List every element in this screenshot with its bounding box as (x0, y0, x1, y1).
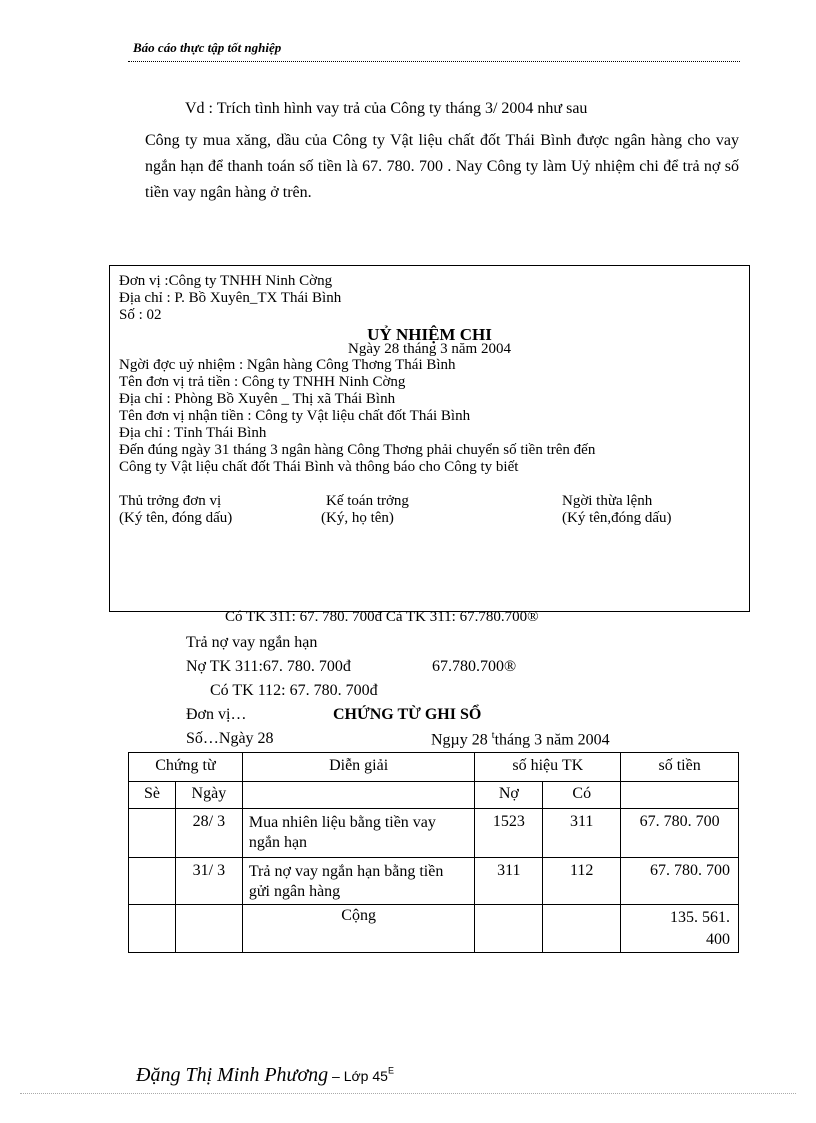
total-blank-3 (475, 905, 543, 953)
total-blank-4 (543, 905, 621, 953)
table-total-row (129, 905, 739, 953)
voucher-number: Số…Ngày 28 (186, 730, 274, 747)
subheader-blank (242, 782, 475, 809)
row-debit: 1523 (475, 809, 543, 858)
row-amount: 67. 780. 700 (621, 809, 739, 858)
table-row (129, 809, 739, 858)
row-description: Mua nhiên liệu bằng tiền vay ngắn hạn (242, 809, 475, 858)
signature-delegate-title: Ngời thừa lệnh (562, 493, 653, 509)
header-account: số hiệu TK (475, 753, 621, 782)
order-date: Ngày 28 tháng 3 năm 2004 (348, 341, 511, 357)
signature-director-title: Thủ trởng đơn vị (119, 493, 222, 509)
entry-credit: Có TK 112: 67. 780. 700đ (210, 682, 378, 699)
subheader-debit: Nợ (475, 782, 543, 809)
row-credit: 112 (543, 858, 621, 905)
row-credit: 311 (543, 809, 621, 858)
order-number: Số : 02 (119, 307, 162, 323)
order-payee: Tên đơn vị nhận tiền : Công ty Vật liệu chất đốt Thái Bình (119, 408, 471, 424)
table-row (129, 858, 739, 905)
order-instruction-2: Công ty Vật liệu chất đốt Thái Bình và thông báo cho Công ty biết (119, 459, 519, 475)
intro-paragraph: Công ty mua xăng, dầu của Công ty Vật liệu chất đốt Thái Bình được ngân hàng cho vay ngắn hạn để thanh toán số tiền là 67. 780. 700 . Nay Công ty làm Uỷ nhiệm chi để trả nợ số tiền vay ngân hàng ở trên. (145, 132, 739, 201)
total-amount: 135. 561. 400 (621, 905, 739, 953)
order-instruction-1: Đến đúng ngày 31 tháng 3 ngân hàng Công Thơng phải chuyển số tiền trên đến (119, 442, 596, 458)
subheader-number: Sè (129, 782, 176, 809)
intro-line: Vd : Trích tình hình vay trả của Công ty tháng 3/ 2004 như sau (185, 100, 588, 117)
order-title: UỶ NHIỆM CHI (367, 325, 492, 344)
subheader-credit: Có (543, 782, 621, 809)
signature-director-note: (Ký tên, đóng dấu) (119, 510, 233, 526)
row-debit: 311 (475, 858, 543, 905)
total-blank-2 (175, 905, 242, 953)
row-number (129, 809, 176, 858)
entry-debit-amount: 67.780.700® (432, 658, 517, 675)
voucher-title: CHỨNG TỪ GHI SỔ (333, 706, 482, 723)
table-header-row (129, 753, 739, 782)
entry-label: Trả nợ vay ngắn hạn (186, 634, 318, 651)
subheader-blank-amount (621, 782, 739, 809)
order-recipient: Ngời đợc uỷ nhiệm : Ngân hàng Công Thơng Thái Bình (119, 357, 456, 373)
subheader-date: Ngày (175, 782, 242, 809)
report-header-title: Báo cáo thực tập tốt nghiệp (133, 40, 282, 55)
order-address: Địa chỉ : P. Bồ Xuyên_TX Thái Bình (119, 290, 342, 306)
signature-delegate-note: (Ký tên,đóng dấu) (562, 510, 672, 526)
total-label: Cộng (242, 905, 475, 953)
row-date: 31/ 3 (175, 858, 242, 905)
order-payee-address: Địa chỉ : Tỉnh Thái Bình (119, 425, 267, 441)
voucher-table (128, 752, 739, 953)
header-amount: số tiền (621, 753, 739, 782)
entry-partial-line: Có TK 311: 67. 780. 700đ Cả TK 311: 67.780.700® (225, 609, 539, 625)
header-divider (128, 61, 740, 62)
voucher-date: Ngµy 28 $^t$tháng 3 năm 2004 (431, 730, 610, 749)
signature-accountant-note: (Ký, họ tên) (321, 510, 394, 526)
table-subheader-row (129, 782, 739, 809)
header-voucher: Chứng từ (129, 753, 243, 782)
entry-debit: Nợ TK 311:67. 780. 700đ (186, 658, 351, 675)
row-date: 28/ 3 (175, 809, 242, 858)
signature-accountant-title: Kế toán trởng (326, 493, 409, 509)
author-name: Đặng Thị Minh Phương (136, 1064, 329, 1086)
order-unit: Đơn vị :Công ty TNHH Ninh Cờng (119, 273, 333, 289)
payment-order-box (109, 265, 750, 612)
author-footer: Đặng Thị Minh Phương – Lớp 45$^E$ (136, 1064, 394, 1086)
row-number (129, 858, 176, 905)
order-payer: Tên đơn vị trả tiền : Công ty TNHH Ninh Cờng (119, 374, 406, 390)
row-description: Trả nợ vay ngắn hạn bằng tiền gửi ngân hàng (242, 858, 475, 905)
author-class: Lớp 45 (343, 1068, 388, 1084)
header-description: Diễn giải (242, 753, 475, 782)
row-amount: 67. 780. 700 (621, 858, 739, 905)
footer-divider (20, 1093, 796, 1094)
order-payer-address: Địa chỉ : Phòng Bồ Xuyên _ Thị xã Thái Bình (119, 391, 396, 407)
total-blank-1 (129, 905, 176, 953)
voucher-unit: Đơn vị… (186, 706, 247, 723)
